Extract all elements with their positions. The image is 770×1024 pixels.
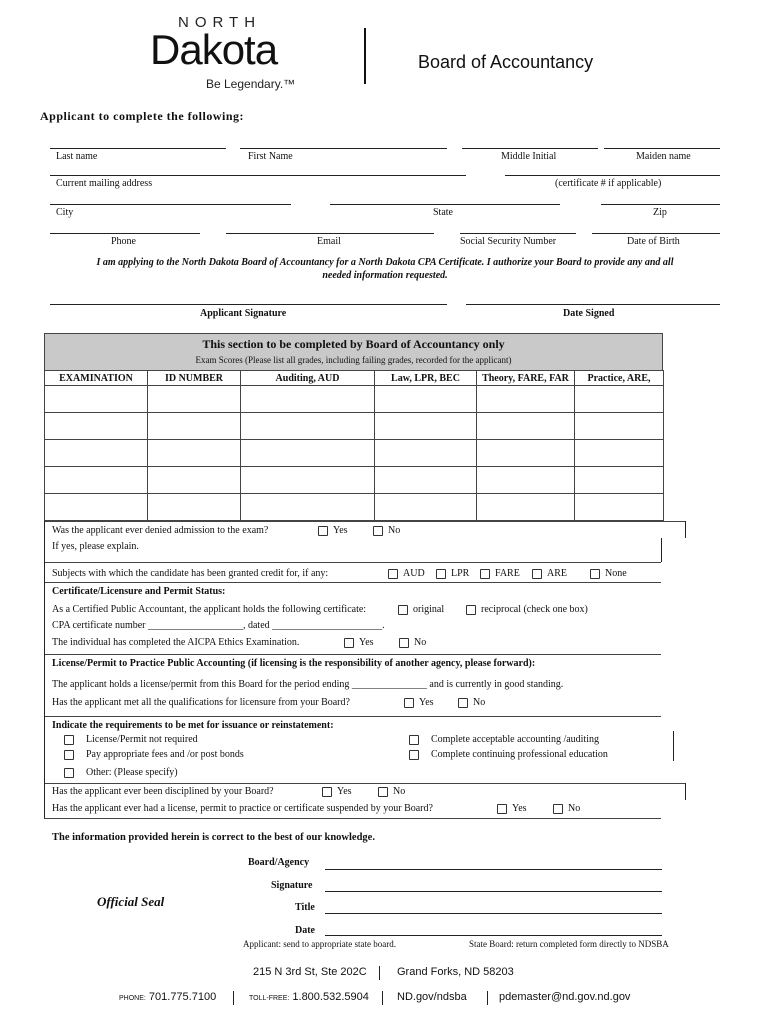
footer-website[interactable]: ND.gov/ndsba bbox=[397, 991, 467, 1003]
board-section-title: This section to be completed by Board of Accountancy only bbox=[202, 337, 505, 351]
city-label: City bbox=[56, 207, 74, 218]
exam-scores-table bbox=[44, 370, 664, 521]
footer-email[interactable]: pdemaster@nd.gov.nd.gov bbox=[499, 991, 631, 1003]
table-row[interactable] bbox=[45, 413, 664, 440]
col-law: Law, LPR, BEC bbox=[375, 371, 477, 386]
col-id-number: ID NUMBER bbox=[148, 371, 241, 386]
q-denied-admission: Was the applicant ever denied admission to the exam? bbox=[52, 525, 269, 536]
logo-north: NORTH bbox=[178, 14, 262, 31]
denied-no-label: No bbox=[388, 525, 401, 536]
credit-are-label: ARE bbox=[547, 568, 567, 579]
dob-label: Date of Birth bbox=[627, 236, 680, 247]
zip-line[interactable] bbox=[601, 204, 720, 205]
exam-scores-subtitle: Exam Scores (Please list all grades, including failing grades, recorded for the applicant) bbox=[195, 355, 512, 365]
req-accounting-label: Complete acceptable accounting /auditing bbox=[431, 734, 599, 745]
credit-lpr-label: LPR bbox=[451, 568, 470, 579]
middle-initial-line[interactable] bbox=[462, 148, 598, 149]
date-signed-line[interactable] bbox=[466, 304, 720, 305]
email-line[interactable] bbox=[226, 233, 434, 234]
authorization-statement: I am applying to the North Dakota Board of Accountancy for a North Dakota CPA Certificate. I authorize your Board to provide any and all needed information requested. bbox=[96, 257, 674, 281]
zip-label: Zip bbox=[653, 207, 667, 218]
cert-number-line[interactable] bbox=[505, 175, 720, 176]
suspended-yes-checkbox[interactable] bbox=[497, 804, 507, 814]
board-date-line[interactable] bbox=[325, 935, 662, 936]
board-instructions: State Board: return completed form directly to NDSBA bbox=[469, 939, 669, 949]
board-agency-line[interactable] bbox=[325, 869, 662, 870]
board-date-label: Date bbox=[295, 925, 315, 936]
first-name-line[interactable] bbox=[240, 148, 447, 149]
cert-holds-text: As a Certified Public Accountant, the applicant holds the following certificate: bbox=[52, 604, 367, 615]
suspended-no-label: No bbox=[568, 803, 581, 814]
req-fees-label: Pay appropriate fees and /or post bonds bbox=[86, 749, 244, 760]
denied-yes-label: Yes bbox=[333, 525, 348, 536]
credit-none-label: None bbox=[605, 568, 627, 579]
ssn-label: Social Security Number bbox=[460, 236, 557, 247]
maiden-name-line[interactable] bbox=[604, 148, 720, 149]
quals-no-checkbox[interactable] bbox=[458, 698, 468, 708]
quals-yes-checkbox[interactable] bbox=[404, 698, 414, 708]
disciplined-no-label: No bbox=[393, 786, 406, 797]
board-signature-line[interactable] bbox=[325, 891, 662, 892]
ethics-no-checkbox[interactable] bbox=[399, 638, 409, 648]
footer-tollfree-label: TOLL-FREE: bbox=[249, 995, 290, 1002]
req-cpe-label: Complete continuing professional education bbox=[431, 749, 608, 760]
req-other-checkbox[interactable] bbox=[64, 768, 74, 778]
disciplined-yes-checkbox[interactable] bbox=[322, 787, 332, 797]
logo-dakota: Dakota bbox=[150, 26, 278, 73]
table-row[interactable] bbox=[45, 440, 664, 467]
credit-aud-checkbox[interactable] bbox=[388, 569, 398, 579]
credit-none-checkbox[interactable] bbox=[590, 569, 600, 579]
req-not-required-checkbox[interactable] bbox=[64, 735, 74, 745]
license-quals-text: Has the applicant met all the qualifications for licensure from your Board? bbox=[52, 697, 350, 708]
disciplined-yes-label: Yes bbox=[337, 786, 352, 797]
credit-are-checkbox[interactable] bbox=[532, 569, 542, 579]
last-name-line[interactable] bbox=[50, 148, 226, 149]
board-section-header bbox=[44, 333, 663, 371]
footer-tollfree[interactable]: 1.800.532.5904 bbox=[292, 991, 369, 1003]
q-suspended: Has the applicant ever had a license, permit to practice or certificate suspended by your Board? bbox=[52, 803, 433, 814]
denied-yes-checkbox[interactable] bbox=[318, 526, 328, 536]
applicant-signature-line[interactable] bbox=[50, 304, 447, 305]
cert-number-label: (certificate # if applicable) bbox=[555, 178, 662, 189]
disciplined-no-checkbox[interactable] bbox=[378, 787, 388, 797]
col-examination: EXAMINATION bbox=[45, 371, 148, 386]
q-explain: If yes, please explain. bbox=[52, 541, 139, 552]
license-holds-text: The applicant holds a license/permit from this Board for the period ending _______________ and is currently in good standing. bbox=[52, 679, 564, 690]
board-agency-label: Board/Agency bbox=[248, 857, 310, 868]
maiden-name-label: Maiden name bbox=[636, 151, 691, 162]
footer-phone-label: PHONE: bbox=[119, 995, 146, 1002]
req-other-label: Other: (Please specify) bbox=[86, 767, 178, 778]
applicant-signature-label: Applicant Signature bbox=[200, 308, 287, 319]
city-line[interactable] bbox=[50, 204, 291, 205]
ssn-line[interactable] bbox=[460, 233, 576, 234]
cert-reciprocal-checkbox[interactable] bbox=[466, 605, 476, 615]
header-divider bbox=[364, 28, 366, 84]
cert-reciprocal-label: reciprocal (check one box) bbox=[481, 604, 588, 615]
req-accounting-checkbox[interactable] bbox=[409, 735, 419, 745]
denied-no-checkbox[interactable] bbox=[373, 526, 383, 536]
ethics-exam-text: The individual has completed the AICPA Ethics Examination. bbox=[52, 637, 300, 648]
cpa-cert-number-line[interactable]: CPA certificate number ___________________, dated ______________________. bbox=[52, 620, 385, 631]
col-practice: Practice, ARE, bbox=[575, 371, 664, 386]
col-auditing: Auditing, AUD bbox=[241, 371, 375, 386]
credit-lpr-checkbox[interactable] bbox=[436, 569, 446, 579]
phone-line[interactable] bbox=[50, 233, 200, 234]
credit-fare-checkbox[interactable] bbox=[480, 569, 490, 579]
applicant-heading: Applicant to complete the following: bbox=[40, 109, 244, 123]
board-title-label: Title bbox=[295, 902, 315, 913]
quals-no-label: No bbox=[473, 697, 486, 708]
table-row[interactable] bbox=[45, 494, 664, 521]
date-signed-label: Date Signed bbox=[563, 308, 615, 319]
q-disciplined: Has the applicant ever been disciplined by your Board? bbox=[52, 786, 274, 797]
req-cpe-checkbox[interactable] bbox=[409, 750, 419, 760]
q-credit-subjects: Subjects with which the candidate has been granted credit for, if any: bbox=[52, 568, 329, 579]
license-heading: License/Permit to Practice Public Accounting (if licensing is the responsibility of another agency, please forward): bbox=[52, 658, 536, 669]
official-seal-label: Official Seal bbox=[97, 894, 165, 909]
state-label: State bbox=[433, 207, 453, 218]
last-name-label: Last name bbox=[56, 151, 98, 162]
quals-yes-label: Yes bbox=[419, 697, 434, 708]
footer-address: 215 N 3rd St, Ste 202C bbox=[253, 966, 367, 978]
dob-line[interactable] bbox=[592, 233, 720, 234]
board-signature-label: Signature bbox=[271, 880, 313, 891]
applicant-instructions: Applicant: send to appropriate state board. bbox=[243, 939, 396, 949]
mailing-address-line[interactable] bbox=[50, 175, 466, 176]
exam-table-header-row bbox=[45, 371, 664, 386]
info-correct-text: The information provided herein is correct to the best of our knowledge. bbox=[52, 832, 375, 843]
email-label: Email bbox=[317, 236, 341, 247]
requirements-heading: Indicate the requirements to be met for issuance or reinstatement: bbox=[52, 720, 334, 731]
first-name-label: First Name bbox=[248, 151, 293, 162]
state-line[interactable] bbox=[330, 204, 560, 205]
req-not-required-label: License/Permit not required bbox=[86, 734, 198, 745]
phone-label: Phone bbox=[111, 236, 136, 247]
board-title: Board of Accountancy bbox=[418, 52, 594, 72]
table-row[interactable] bbox=[45, 386, 664, 413]
cert-original-checkbox[interactable] bbox=[398, 605, 408, 615]
footer-phone[interactable]: 701.775.7100 bbox=[148, 991, 217, 1003]
mailing-address-label: Current mailing address bbox=[56, 178, 153, 189]
cert-status-heading: Certificate/Licensure and Permit Status: bbox=[52, 586, 226, 597]
credit-aud-label: AUD bbox=[403, 568, 425, 579]
logo-tagline: Be Legendary.™ bbox=[206, 77, 296, 91]
ethics-yes-label: Yes bbox=[359, 637, 374, 648]
footer-city: Grand Forks, ND 58203 bbox=[397, 966, 514, 978]
req-fees-checkbox[interactable] bbox=[64, 750, 74, 760]
table-row[interactable] bbox=[45, 467, 664, 494]
cert-original-label: original bbox=[413, 604, 445, 615]
ethics-no-label: No bbox=[414, 637, 427, 648]
middle-initial-label: Middle Initial bbox=[501, 151, 557, 162]
board-title-line[interactable] bbox=[325, 913, 662, 914]
suspended-yes-label: Yes bbox=[512, 803, 527, 814]
credit-fare-label: FARE bbox=[495, 568, 520, 579]
ethics-yes-checkbox[interactable] bbox=[344, 638, 354, 648]
col-theory: Theory, FARE, FAR bbox=[477, 371, 575, 386]
suspended-no-checkbox[interactable] bbox=[553, 804, 563, 814]
